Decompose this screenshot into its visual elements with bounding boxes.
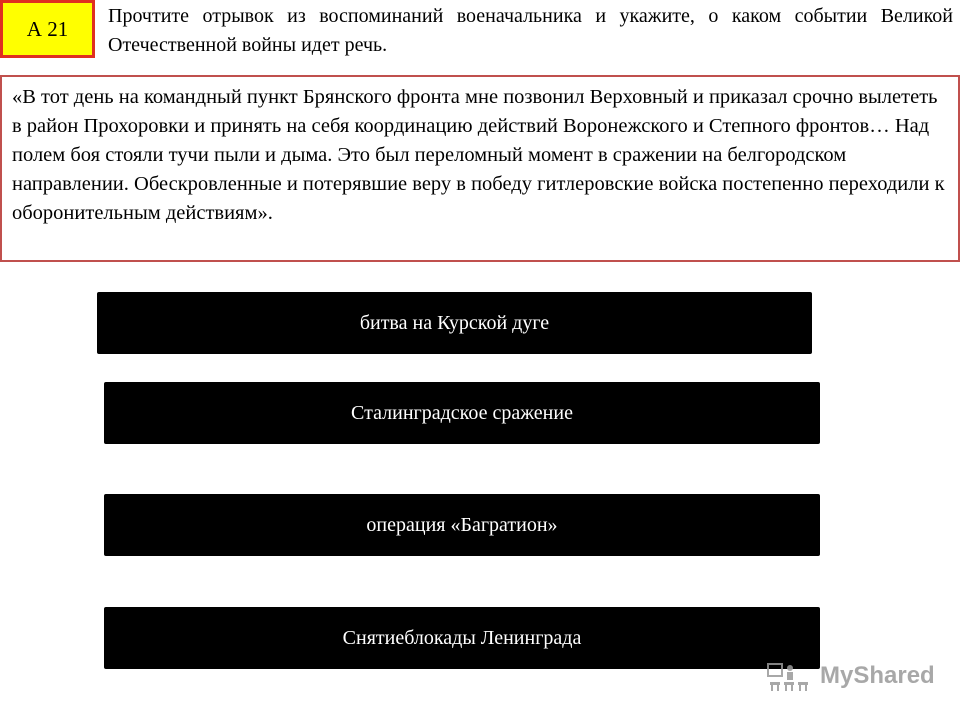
quote-box xyxy=(0,75,960,262)
answer-option-label: операция «Багратион» xyxy=(366,513,558,536)
answer-option-1[interactable] xyxy=(97,292,812,354)
answer-option-label: Сталинградское сражение xyxy=(351,401,573,424)
answer-option-label: Снятиеблокады Ленинграда xyxy=(342,626,582,649)
question-number-label: А 21 xyxy=(26,16,69,41)
answer-option-3[interactable] xyxy=(104,494,820,556)
quote-text: «В тот день на командный пункт Брянского фронта мне позвонил Верховный и приказал срочно вылететь в район Прохоровки и принять на себя координацию действий Воронежского и Степного фронтов… Над полем боя стояли тучи пыли и дыма. Это был переломный момент в сражении на белгородском направлении. Обескровленные и потерявшие веру в победу гитлеровские войска постепенно переходили к оборонительным действиям». xyxy=(12,86,945,224)
answer-option-label: битва на Курской дуге xyxy=(359,311,550,334)
answer-option-4[interactable] xyxy=(104,607,820,669)
answer-option-2[interactable] xyxy=(104,382,820,444)
question-prompt: Прочтите отрывок из воспоминаний военачальника и укажите, о каком событии Великой Отечественной войны идет речь. xyxy=(108,5,953,56)
watermark xyxy=(766,660,935,692)
watermark-text: MyShared xyxy=(820,662,935,689)
classroom-icon xyxy=(766,660,816,692)
question-number-badge xyxy=(0,0,95,58)
